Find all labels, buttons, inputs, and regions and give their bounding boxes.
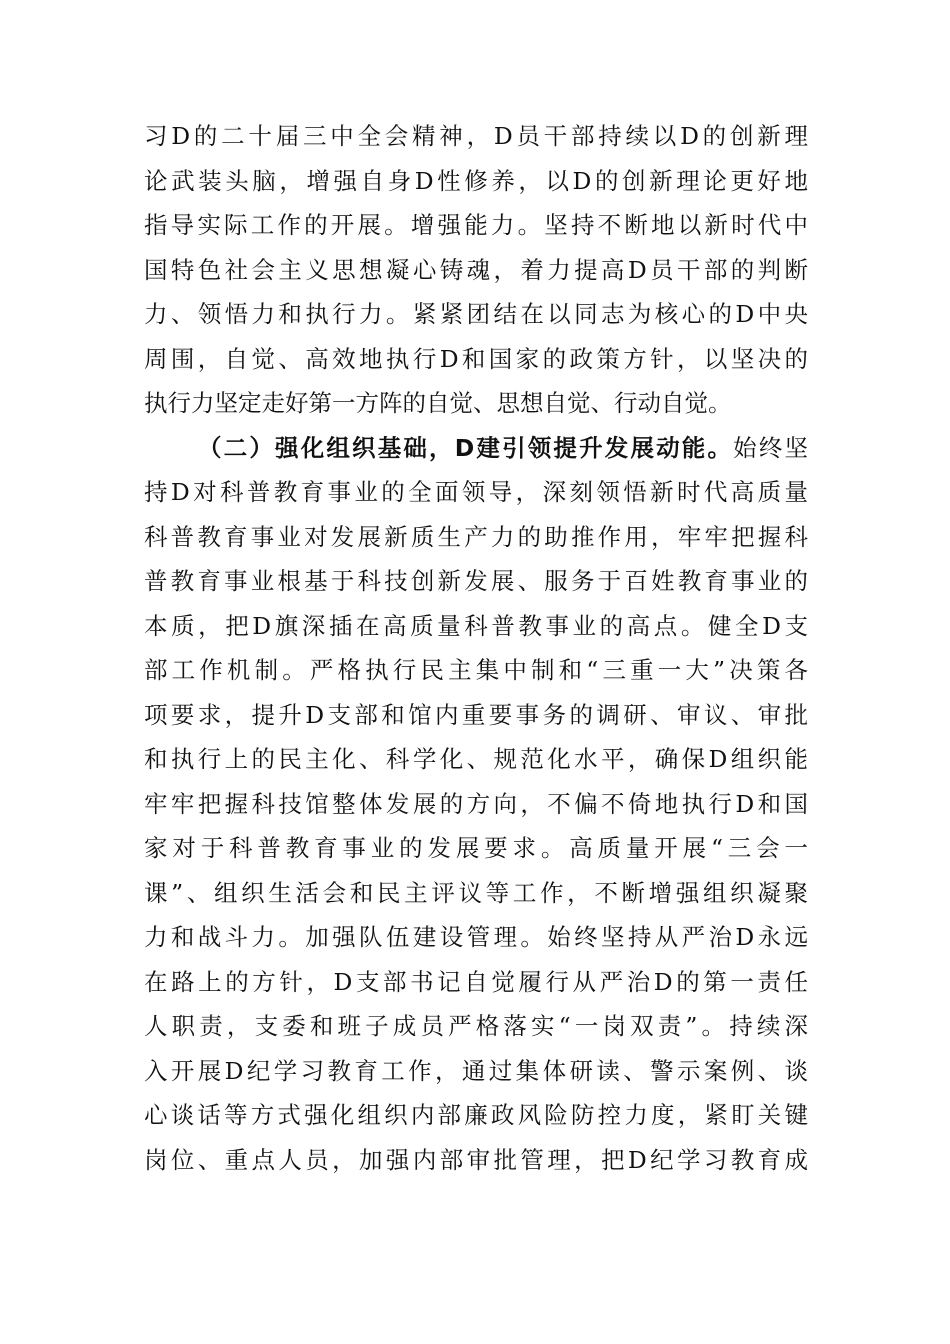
text-line: 心谈话等方式强化组织内部廉政风险防控力度，紧盯关键	[144, 1101, 808, 1129]
text-line: 在路上的方针，D支部书记自觉履行从严治D的第一责任	[144, 967, 808, 996]
text-line: 国特色社会主义思想凝心铸魂，着力提高D员干部的判断	[144, 255, 808, 284]
text-line: 人职责，支委和班子成员严格落实“一岗双责”。持续深	[144, 1012, 808, 1040]
text-line: 指导实际工作的开展。增强能力。坚持不断地以新时代中	[144, 211, 808, 239]
text-line: 周围，自觉、高效地执行D和国家的政策方针，以坚决的	[144, 344, 808, 373]
paragraph-2	[144, 426, 808, 1183]
document-body	[144, 114, 808, 1182]
text-line: 项要求，提升D支部和馆内重要事务的调研、审议、审批	[144, 700, 808, 729]
section-heading: （二）强化组织基础，D建引领提升发展动能。	[198, 433, 734, 462]
text-line: 习D的二十届三中全会精神，D员干部持续以D的创新理	[144, 122, 808, 150]
paragraph-2-first-line	[144, 426, 808, 471]
text-line: 论武装头脑，增强自身D性修养，以D的创新理论更好地	[144, 166, 808, 195]
text-line: 部工作机制。严格执行民主集中制和“三重一大”决策各	[144, 656, 808, 684]
text-line: 执行力坚定走好第一方阵的自觉、思想自觉、行动自觉。	[144, 389, 732, 417]
text-line: 持D对科普教育事业的全面领导，深刻领悟新时代高质量	[144, 478, 808, 506]
text-line: 牢牢把握科技馆整体发展的方向，不偏不倚地执行D和国	[144, 789, 808, 818]
text-line: 力、领悟力和执行力。紧紧团结在以同志为核心的D中央	[144, 300, 808, 328]
text-line: 入开展D纪学习教育工作，通过集体研读、警示案例、谈	[144, 1056, 808, 1085]
text-line: 岗位、重点人员，加强内部审批管理，把D纪学习教育成	[144, 1145, 808, 1174]
text-fragment: 始终坚	[733, 433, 809, 462]
text-line: 普教育事业根基于科技创新发展、服务于百姓教育事业的	[144, 567, 808, 595]
text-line: 本质，把D旗深插在高质量科普教事业的高点。健全D支	[144, 611, 808, 640]
text-line: 家对于科普教育事业的发展要求。高质量开展“三会一	[144, 834, 808, 862]
text-line: 力和战斗力。加强队伍建设管理。始终坚持从严治D永远	[144, 923, 808, 951]
paragraph-1	[144, 114, 808, 426]
text-line: 课”、组织生活会和民主评议等工作，不断增强组织凝聚	[144, 878, 808, 907]
text-line: 科普教育事业对发展新质生产力的助推作用，牢牢把握科	[144, 522, 808, 551]
text-line: 和执行上的民主化、科学化、规范化水平，确保D组织能	[144, 745, 808, 773]
